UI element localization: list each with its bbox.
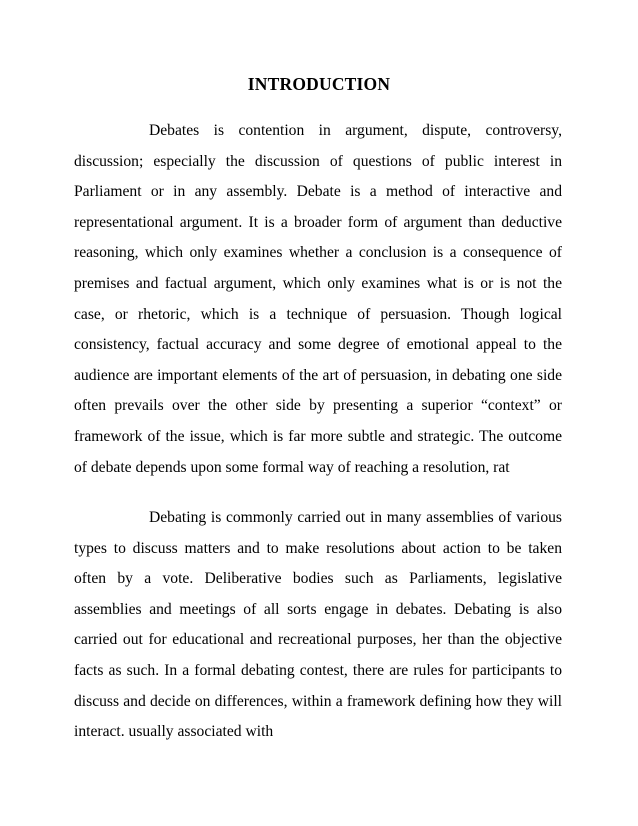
paragraph-1: Debates is contention in argument, dispute, controversy, discussion; especially the discussion of questions of public interest in Parliament or in any assembly. Debate is a method of interactive and representational argument. It is a broader form of argument than deductive reasoning, which only examines whether a conclusion is a consequence of premises and factual argument, which only examines what is or is not the case, or rhetoric, which is a technique of persuasion. Though logical consistency, factual accuracy and some degree of emotional appeal to the audience are important elements of the art of persuasion, in debating one side often prevails over the other side by presenting a superior “context” or framework of the issue, which is far more subtle and strategic. The outcome of debate depends upon some formal way of reaching a resolution, rat	[74, 122, 562, 476]
page-title: INTRODUCTION	[247, 74, 391, 94]
paragraph-2: Debating is commonly carried out in many assemblies of various types to discuss matters and to make resolutions about action to be taken often by a vote. Deliberative bodies such as Parliaments, legislative assemblies and meetings of all sorts engage in debates. Debating is also carried out for educational and recreational purposes, her than the objective facts as such. In a formal debating contest, there are rules for participants to discuss and decide on differences, within a framework defining how they will interact. usually associated with	[74, 509, 562, 741]
